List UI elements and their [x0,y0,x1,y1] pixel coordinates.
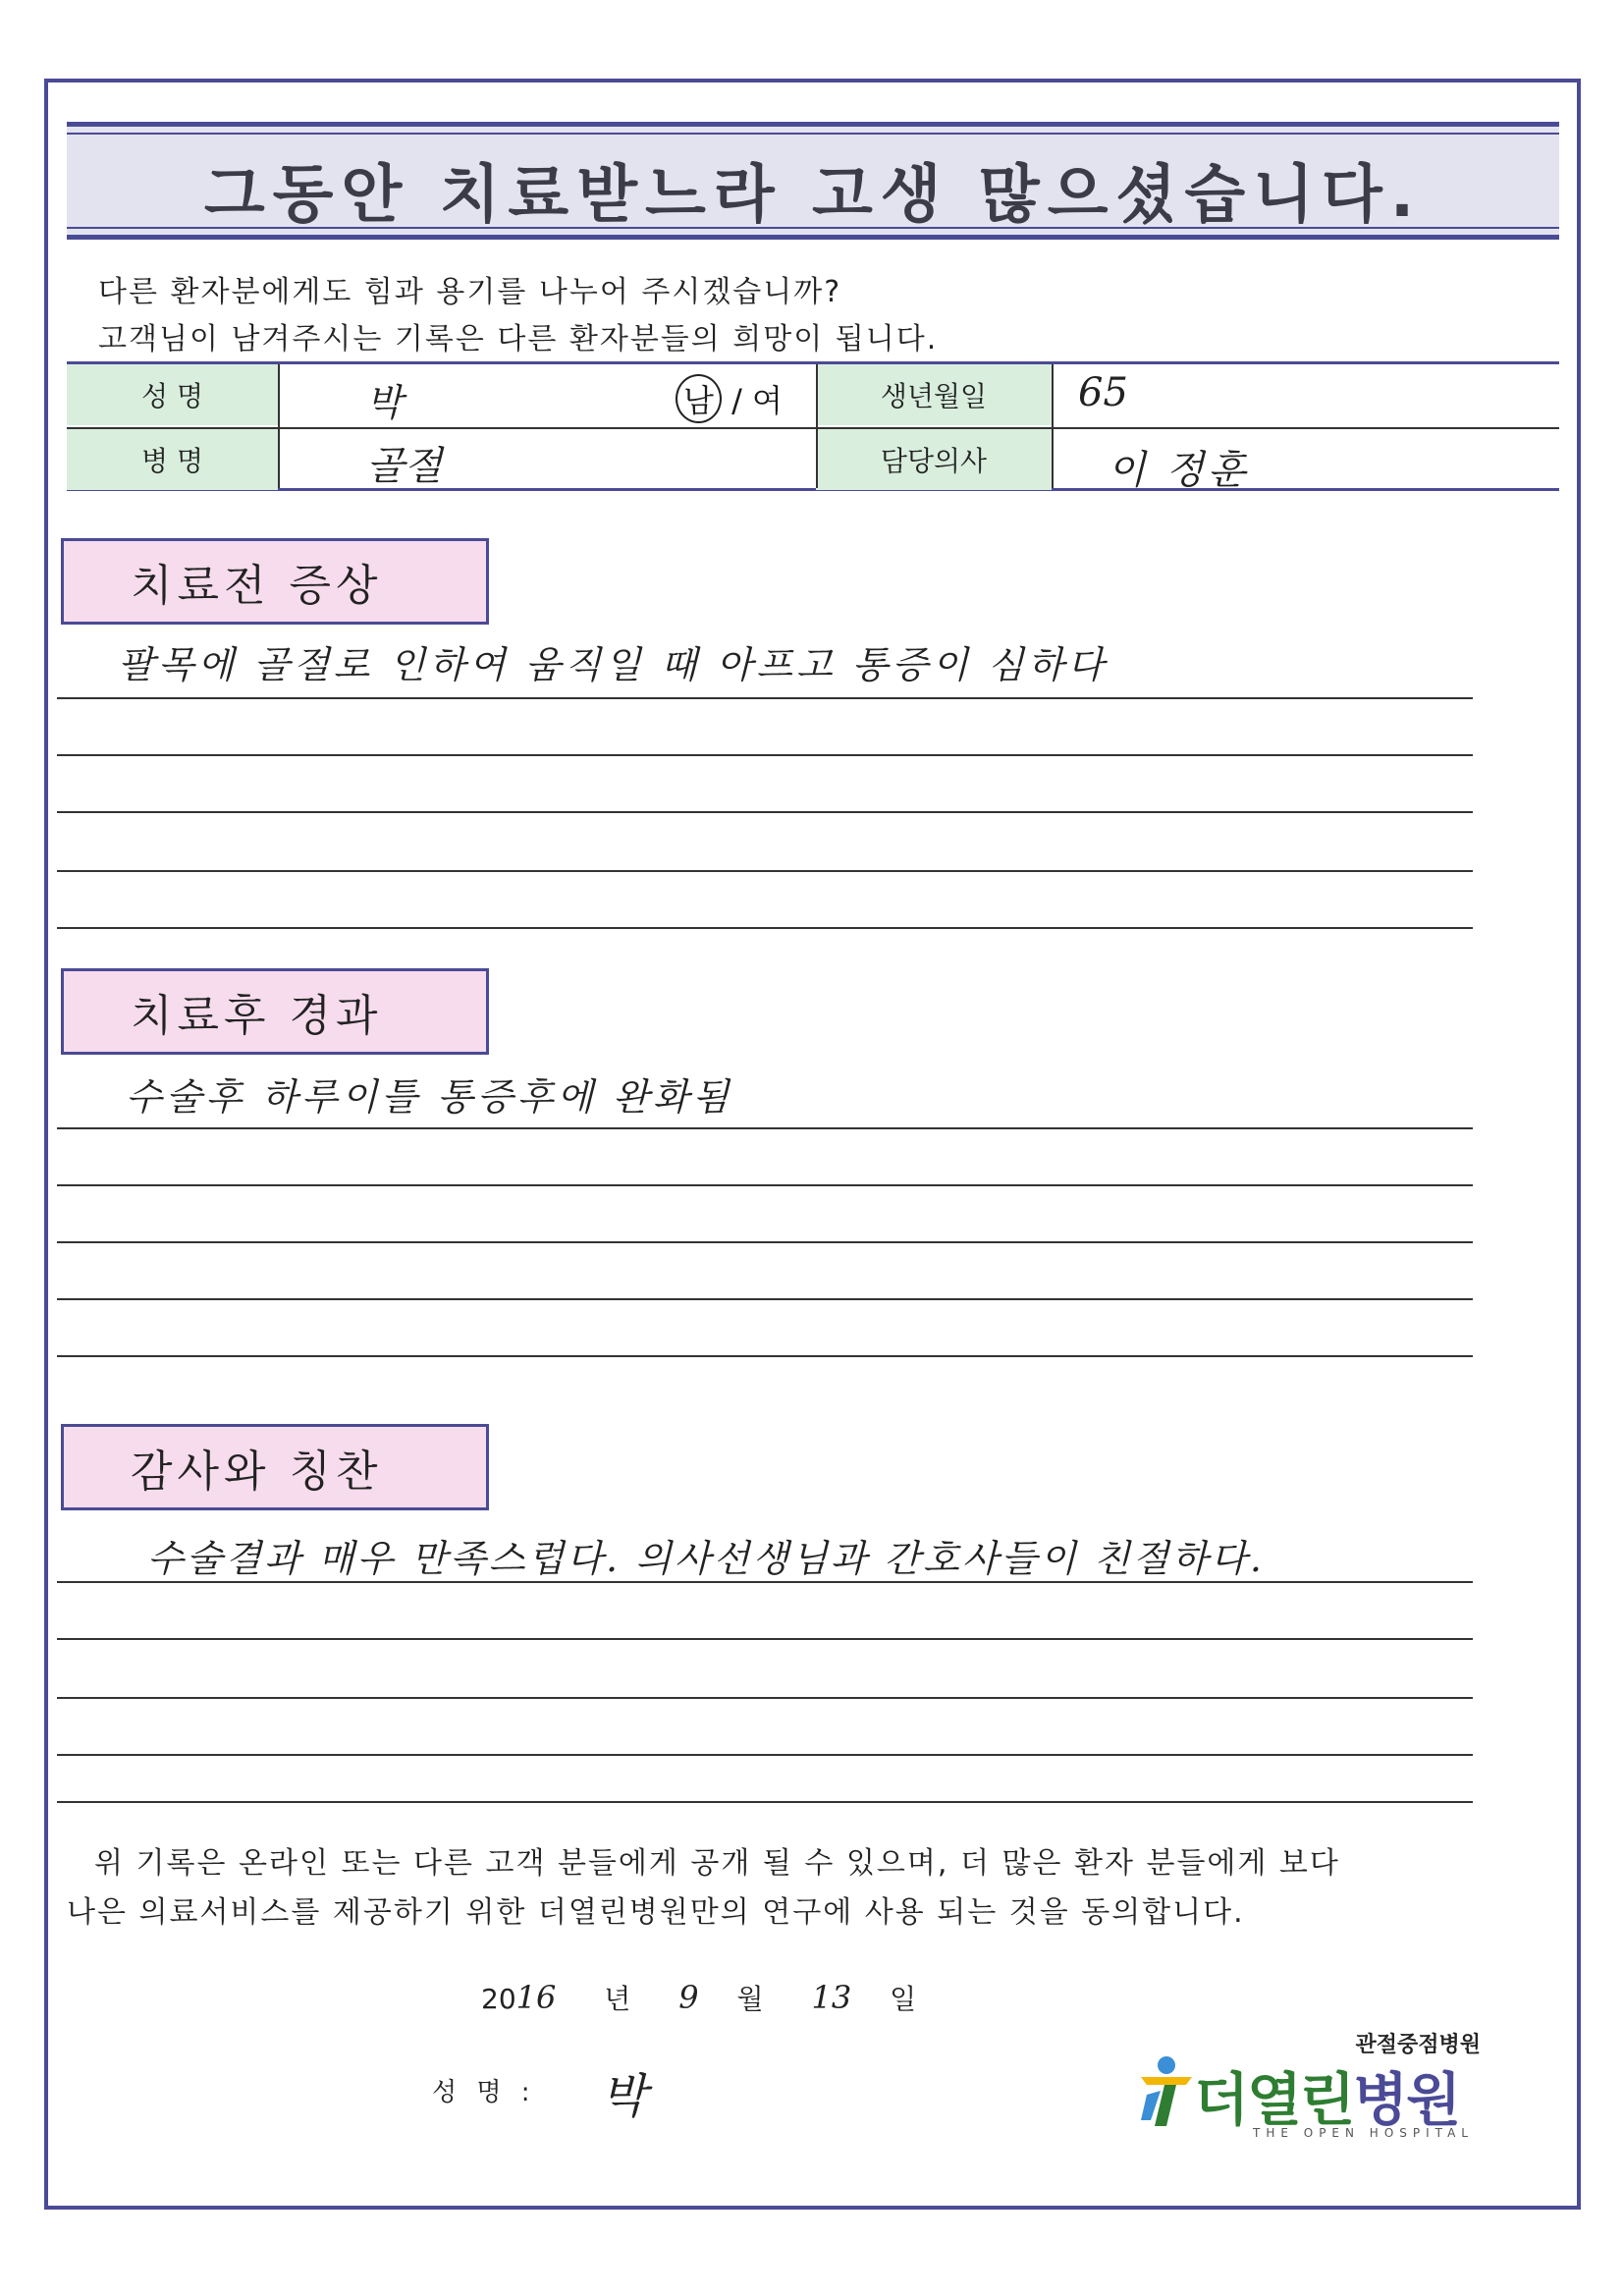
thanks-rule-3 [57,1697,1473,1699]
before-rule-3 [57,811,1473,813]
intro-line-1: 다른 환자분에게도 힘과 용기를 나누어 주시겠습니까? [98,275,842,309]
info-col-divider-2 [816,364,818,488]
after-rule-4 [57,1298,1473,1300]
hospital-logo [1137,2028,1481,2146]
date-day: 13 [811,1979,852,2016]
gender-male-option: 남 [676,374,722,423]
before-treatment-text: 팔목에 골절로 인하여 움직일 때 아프고 통증이 심하다 [118,643,1109,686]
disease-label-text: 병 명 [141,445,203,477]
name-label [67,364,278,425]
logo-tagline: 관절중점병원 [1355,2033,1481,2057]
logo-english: THE OPEN HOSPITAL [1253,2126,1474,2140]
name-label-text: 성 명 [141,380,203,412]
info-col-divider-1 [278,364,280,488]
thanks-rule-5 [57,1801,1473,1803]
name-value: 박 [366,381,403,424]
thanks-heading: 감사와 칭찬 [61,1424,489,1510]
thanks-rule-2 [57,1638,1473,1640]
disease-value: 골절 [366,444,443,489]
gender-selector [676,374,783,423]
doctor-label [816,429,1052,490]
logo-name [1194,2053,1459,2136]
info-row-divider [67,427,1559,429]
thanks-rule-4 [57,1754,1473,1756]
disease-label [67,429,278,490]
date-day-label: 일 [890,1983,917,2015]
page-title: 그동안 치료받느라 고생 많으셨습니다. [203,159,1423,232]
date-year-label: 년 [604,1983,631,2015]
after-rule-3 [57,1241,1473,1243]
consent-line-2: 나은 의료서비스를 제공하기 위한 더열린병원만의 연구에 사용 되는 것을 동의합니다. [67,1895,1245,1930]
before-rule-4 [57,870,1473,872]
after-rule-1 [57,1127,1473,1129]
logo-name-part2: 병원 [1353,2066,1460,2133]
after-treatment-heading: 치료후 경과 [61,968,489,1055]
after-treatment-text: 수술후 하루이틀 통증후에 완화됨 [126,1075,733,1119]
info-col-divider-3 [1052,364,1054,488]
date-year-hand: 16 [515,1979,557,2016]
thanks-text: 수술결과 매우 만족스럽다. 의사선생님과 간호사들이 친절하다. [147,1537,1265,1580]
signature-value: 박 [601,2069,647,2124]
before-rule-5 [57,927,1473,929]
birth-value: 65 [1078,370,1128,415]
before-rule-1 [57,697,1473,699]
title-banner [67,122,1559,240]
gender-female-option: 여 [752,382,783,419]
gender-separator: / [731,382,742,419]
consent-line-1: 위 기록은 온라인 또는 다른 고객 분들에게 공개 될 수 있으며, 더 많은 환자 분들에게 보다 [94,1846,1340,1881]
thanks-rule-1 [57,1581,1473,1583]
doctor-label-text: 담당의사 [880,445,988,477]
doctor-value: 이 정훈 [1108,448,1250,493]
date-month: 9 [678,1979,699,2016]
birth-label [816,364,1052,425]
signature-date [481,1978,916,2017]
date-year-prefix: 20 [481,1983,516,2015]
signature-label: 성 명 : [432,2078,536,2107]
before-rule-2 [57,754,1473,756]
date-month-label: 월 [736,1983,764,2015]
birth-label-text: 생년월일 [880,380,988,412]
patient-info-table [67,361,1559,491]
figure-icon [1137,2051,1196,2130]
after-rule-5 [57,1355,1473,1357]
logo-name-part1: 더열린 [1194,2066,1354,2133]
before-treatment-heading: 치료전 증상 [61,538,489,625]
after-rule-2 [57,1184,1473,1186]
intro-line-2: 고객님이 남겨주시는 기록은 다른 환자분들의 희망이 됩니다. [98,322,939,356]
